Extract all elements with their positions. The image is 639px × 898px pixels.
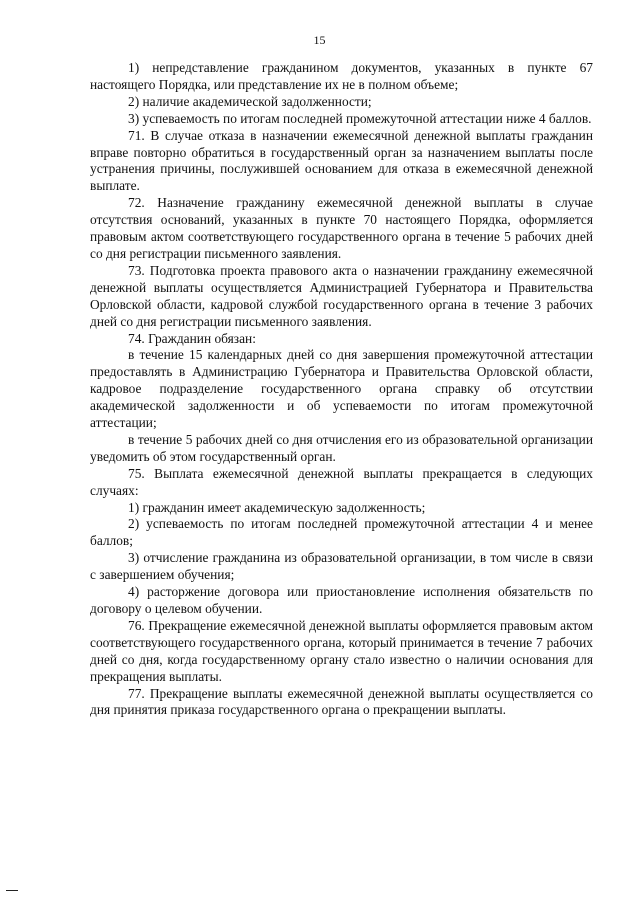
paragraph-clause-75: 75. Выплата ежемесячной денежной выплаты прекращается в следующих случаях: xyxy=(90,465,593,498)
paragraph-clause-72: 72. Назначение гражданину ежемесячной денежной выплаты в случае отсутствия оснований, указанных в пункте 70 настоящего Порядка, оформляется правовым актом соответствующего государственного органа в течение 5 рабочих дней со дня регистрации письменного заявления. xyxy=(90,195,593,261)
paragraph-clause-75-case-1: 1) гражданин имеет академическую задолженность; xyxy=(128,499,426,515)
paragraph-clause-75-case-3: 3) отчисление гражданина из образовательной организации, в том числе в связи с завершением обучения; xyxy=(90,550,593,583)
paragraph-clause-74-duty-2: в течение 5 рабочих дней со дня отчисления его из образовательной организации уведомить об этом государственный орган. xyxy=(90,431,593,464)
page-number: 15 xyxy=(313,33,326,47)
paragraph-clause-75-case-2: 2) успеваемость по итогам последней промежуточной аттестации 4 и менее баллов; xyxy=(90,516,593,549)
paragraph-clause-76: 76. Прекращение ежемесячной денежной выплаты оформляется правовым актом соответствующего государственного органа, который принимается в течение 7 рабочих дней со дня, когда государственному органу стало известно о наличии основания для прекращения выплаты. xyxy=(90,617,593,684)
scan-edge-mark xyxy=(6,890,18,891)
paragraph-clause-75-case-4: 4) расторжение договора или приостановление исполнения обязательств по договору о целевом обучении. xyxy=(90,584,593,616)
paragraph-clause-77: 77. Прекращение выплаты ежемесячной денежной выплаты осуществляется со дня принятия приказа государственного органа о прекращении выплаты. xyxy=(90,685,593,718)
paragraph-item-1: 1) непредставление гражданином документов, указанных в пункте 67 настоящего Порядка, или представление их не в полном объеме; xyxy=(90,60,593,92)
paragraph-clause-74: 74. Гражданин обязан: xyxy=(128,330,256,346)
paragraph-clause-74-duty-1: в течение 15 календарных дней со дня завершения промежуточной аттестации предоставлять в Администрацию Губернатора и Правительства Орловской области, кадровое подразделение государственного органа справку об отсутствии академической задолженности и об успеваемости по итогам промежуточной аттестации; xyxy=(90,347,593,431)
document-body xyxy=(90,60,593,719)
paragraph-item-3: 3) успеваемость по итогам последней промежуточной аттестации ниже 4 баллов. xyxy=(128,110,592,126)
paragraph-clause-73: 73. Подготовка проекта правового акта о назначении гражданину ежемесячной денежной выплаты осуществляется Администрацией Губернатора и Правительства Орловской области, кадровой службой государственного органа в течение 3 рабочих дней со дня регистрации письменного заявления. xyxy=(90,262,593,329)
paragraph-clause-71: 71. В случае отказа в назначении ежемесячной денежной выплаты гражданин вправе повторно обратиться в государственный орган за назначением выплаты после устранения причины, послужившей основанием для отказа в ежемесячной денежной выплате. xyxy=(90,127,593,194)
paragraph-item-2: 2) наличие академической задолженности; xyxy=(128,93,372,109)
